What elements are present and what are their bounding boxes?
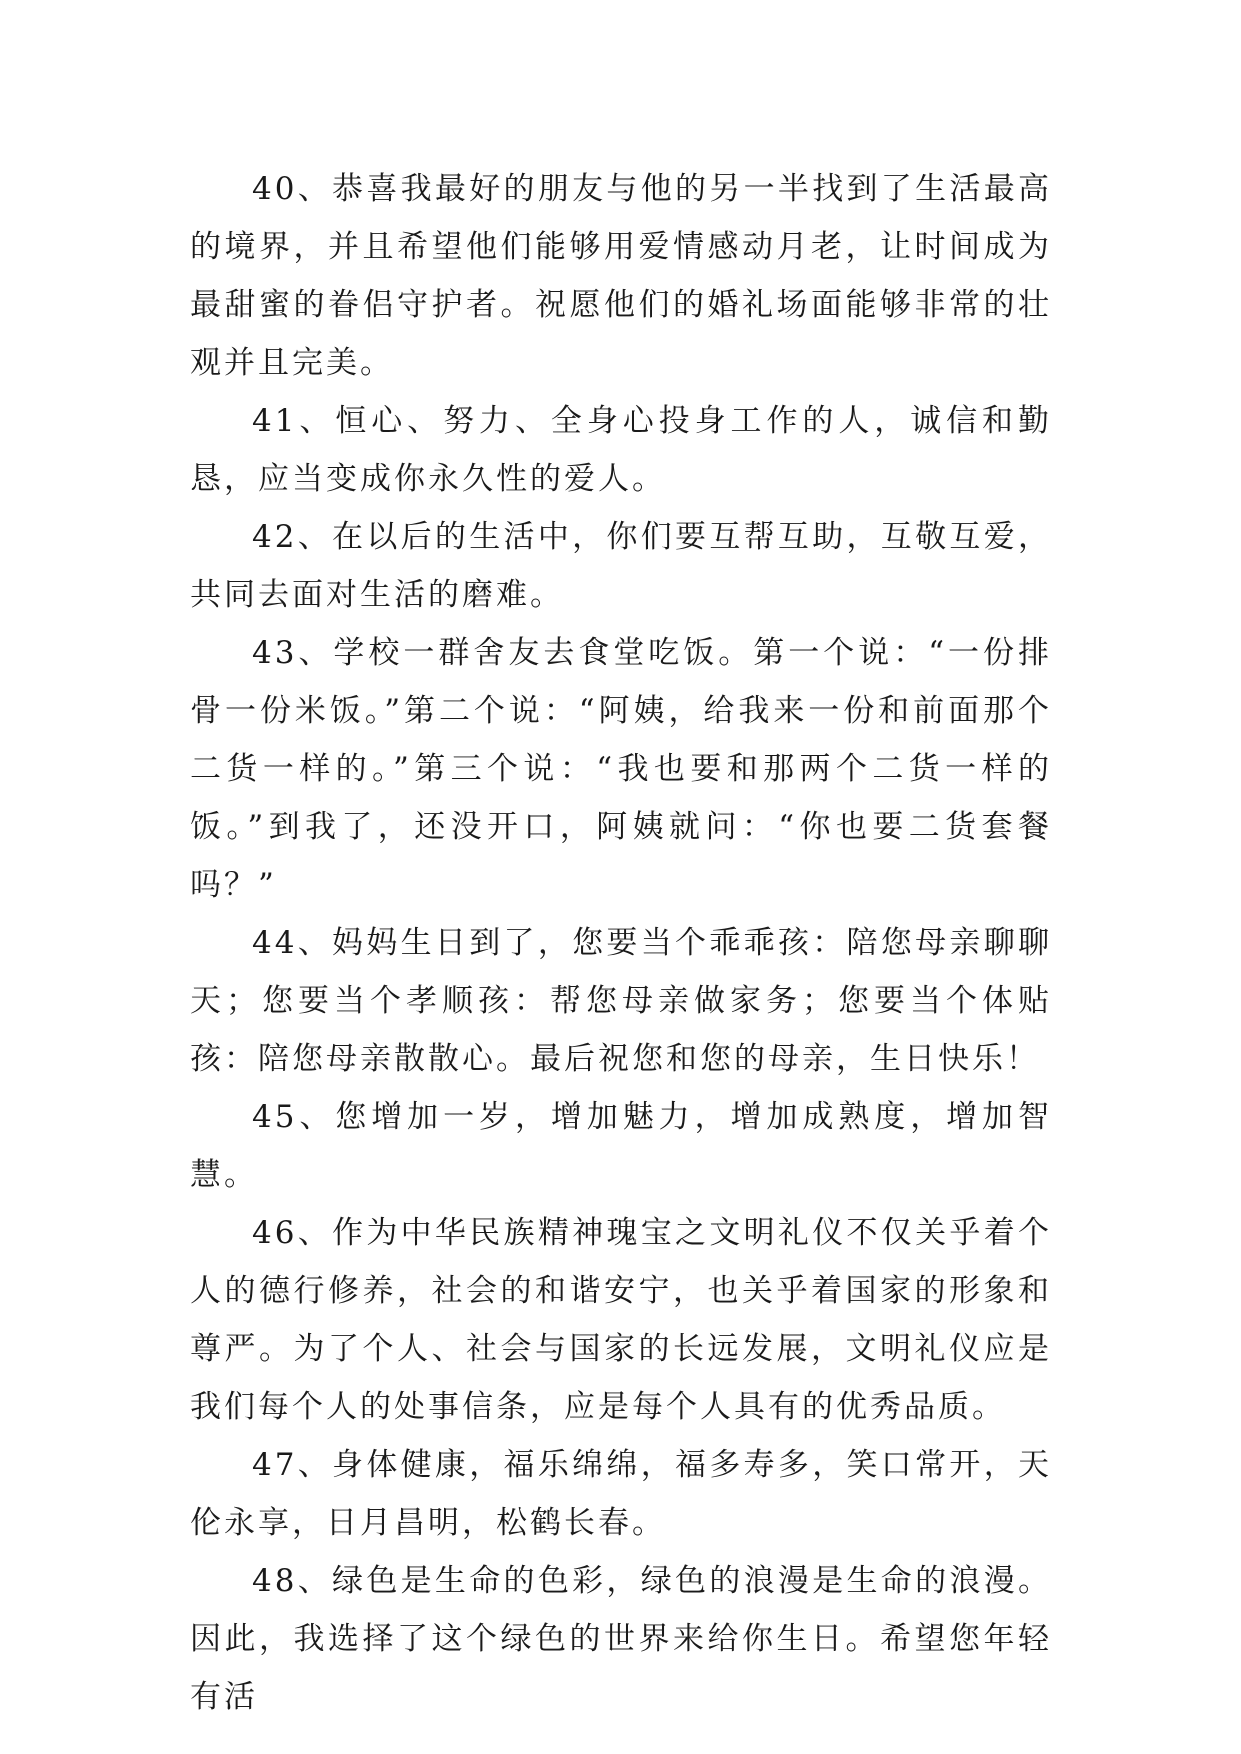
paragraph-44: 44、妈妈生日到了，您要当个乖乖孩：陪您母亲聊聊天；您要当个孝顺孩：帮您母亲做家务；您要当个体贴孩：陪您母亲散散心。最后祝您和您的母亲，生日快乐！ bbox=[190, 925, 1052, 1077]
paragraph-45: 45、您增加一岁，增加魅力，增加成熟度，增加智慧。 bbox=[190, 1099, 1052, 1193]
paragraph-42: 42、在以后的生活中，你们要互帮互助，互敬互爱，共同去面对生活的磨难。 bbox=[190, 519, 1052, 613]
paragraph-47: 47、身体健康，福乐绵绵，福多寿多，笑口常开，天伦永享，日月昌明，松鹤长春。 bbox=[190, 1447, 1052, 1541]
paragraph-48: 48、绿色是生命的色彩，绿色的浪漫是生命的浪漫。因此，我选择了这个绿色的世界来给你生日。希望您年轻有活 bbox=[190, 1563, 1052, 1715]
paragraph-41: 41、恒心、努力、全身心投身工作的人，诚信和勤恳，应当变成你永久性的爱人。 bbox=[190, 403, 1052, 497]
document-page bbox=[190, 160, 1052, 1726]
paragraph-43: 43、学校一群舍友去食堂吃饭。第一个说：“一份排骨一份米饭。”第二个说：“阿姨，给我来一份和前面那个二货一样的。”第三个说：“我也要和那两个二货一样的饭。”到我了，还没开口，阿姨就问：“你也要二货套餐吗？” bbox=[190, 635, 1052, 903]
paragraph-46: 46、作为中华民族精神瑰宝之文明礼仪不仅关乎着个人的德行修养，社会的和谐安宁，也关乎着国家的形象和尊严。为了个人、社会与国家的长远发展，文明礼仪应是我们每个人的处事信条，应是每个人具有的优秀品质。 bbox=[190, 1215, 1052, 1425]
paragraph-40: 40、恭喜我最好的朋友与他的另一半找到了生活最高的境界，并且希望他们能够用爱情感动月老，让时间成为最甜蜜的眷侣守护者。祝愿他们的婚礼场面能够非常的壮观并且完美。 bbox=[190, 171, 1052, 381]
